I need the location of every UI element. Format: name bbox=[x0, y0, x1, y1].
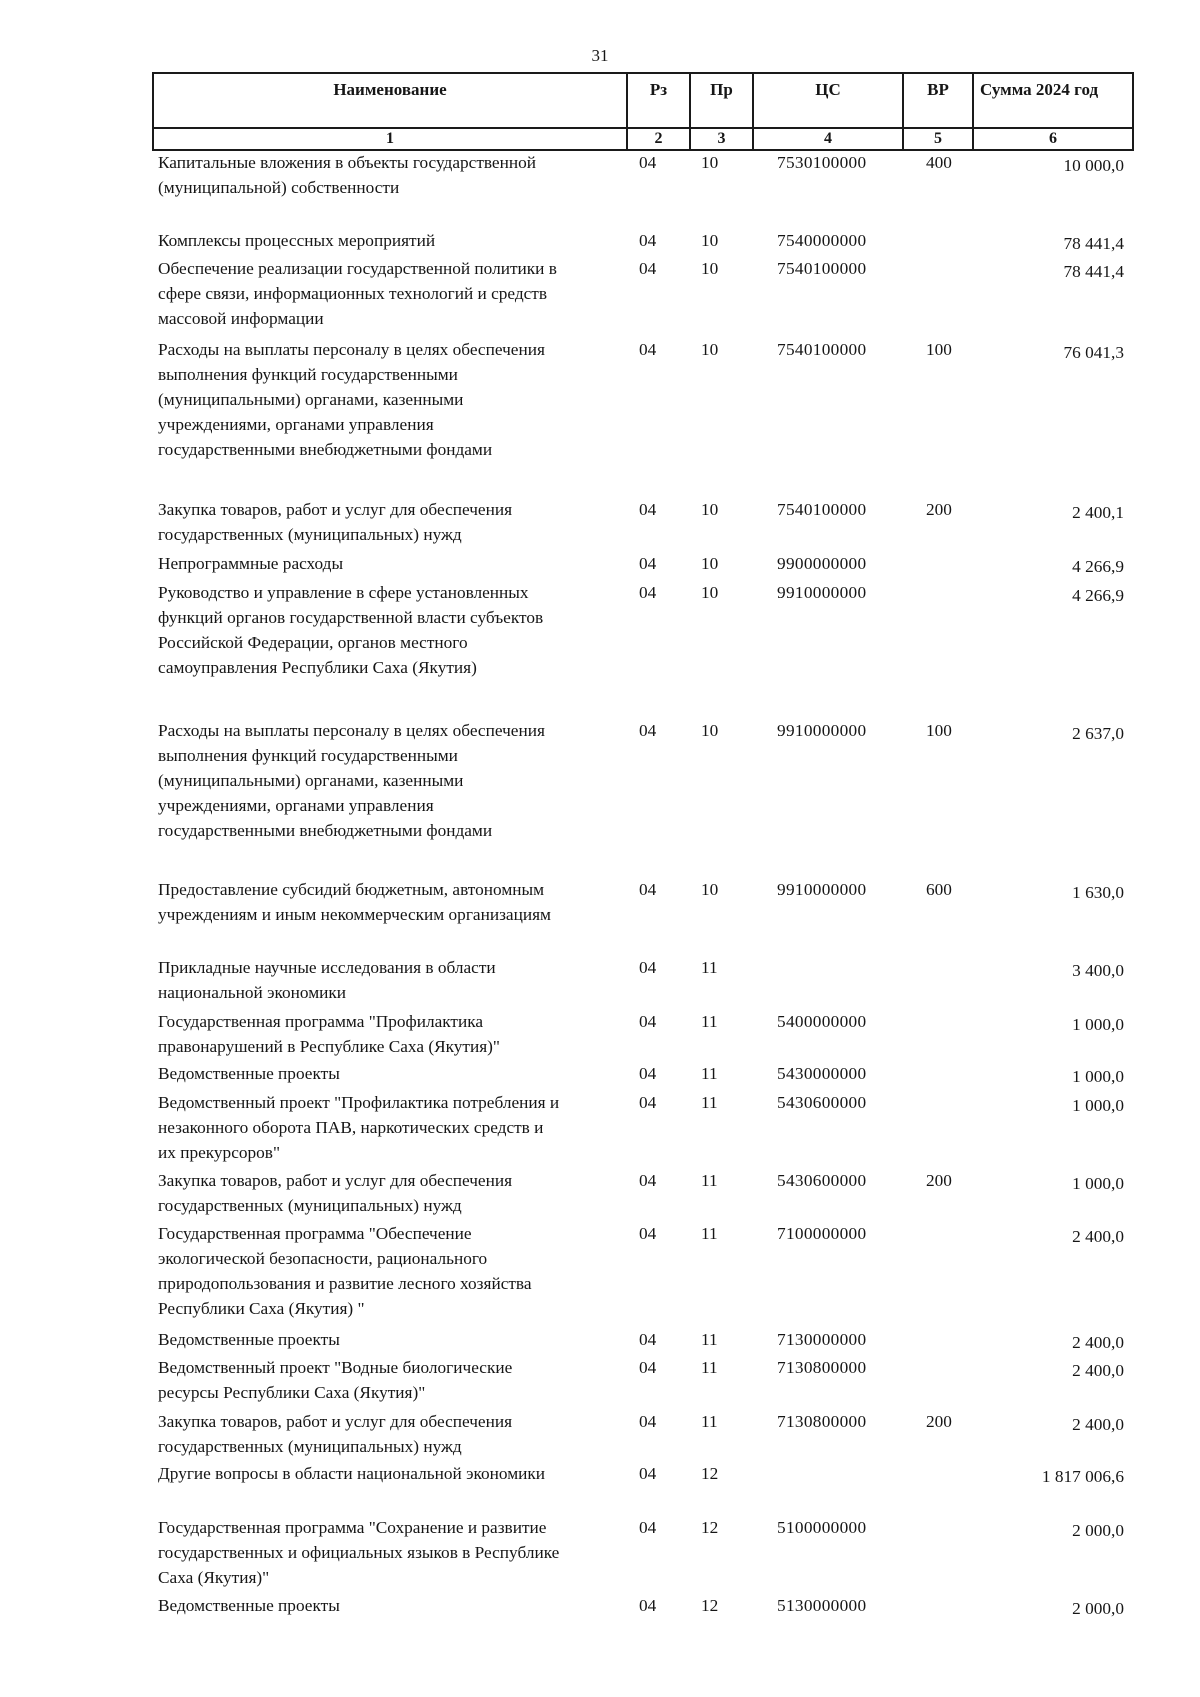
row-name-line: Государственная программа "Сохранение и развитие bbox=[158, 1518, 547, 1537]
row-pr: 10 bbox=[701, 259, 719, 278]
table-row bbox=[152, 1009, 1132, 1056]
row-rz: 04 bbox=[639, 880, 657, 899]
row-vr: 400 bbox=[926, 153, 952, 172]
row-name-line: Закупка товаров, работ и услуг для обеспечения bbox=[158, 1171, 513, 1190]
row-pr: 11 bbox=[701, 1093, 718, 1112]
header-vr: ВР bbox=[903, 73, 973, 128]
row-sum: 1 817 006,6 bbox=[1041, 1467, 1124, 1486]
row-pr: 12 bbox=[701, 1596, 719, 1615]
row-name-line: Ведомственные проекты bbox=[158, 1330, 340, 1349]
row-name-line: их прекурсоров" bbox=[158, 1143, 281, 1162]
row-name bbox=[158, 1221, 610, 1321]
row-pr: 11 bbox=[701, 1064, 718, 1083]
header-rz: Рз bbox=[627, 73, 690, 128]
table-row bbox=[152, 337, 1132, 459]
row-cs: 7100000000 bbox=[777, 1224, 867, 1243]
row-cs: 5430600000 bbox=[777, 1093, 867, 1112]
row-name-line: Государственная программа "Профилактика bbox=[158, 1012, 484, 1031]
row-rz: 04 bbox=[639, 554, 657, 573]
row-name-line: (муниципальными) органами, казенными bbox=[158, 390, 464, 409]
row-pr: 10 bbox=[701, 500, 719, 519]
row-name-line: государственными внебюджетными фондами bbox=[158, 440, 493, 459]
row-name bbox=[158, 1168, 610, 1218]
row-pr: 10 bbox=[701, 880, 719, 899]
row-name bbox=[158, 1061, 610, 1086]
row-pr: 10 bbox=[701, 554, 719, 573]
row-vr: 200 bbox=[926, 1171, 952, 1190]
row-rz: 04 bbox=[639, 153, 657, 172]
row-name-line: Прикладные научные исследования в области bbox=[158, 958, 496, 977]
row-name bbox=[158, 497, 610, 547]
row-name bbox=[158, 1009, 610, 1059]
row-name-line: учреждениям и иным некоммерческим организациям bbox=[158, 905, 551, 924]
row-cs: 7530100000 bbox=[777, 153, 867, 172]
row-name-line: Ведомственный проект "Водные биологические bbox=[158, 1358, 513, 1377]
table-row bbox=[152, 150, 1132, 197]
table-row bbox=[152, 1168, 1132, 1215]
table-row bbox=[152, 1409, 1132, 1456]
row-rz: 04 bbox=[639, 1330, 657, 1349]
row-pr: 11 bbox=[701, 1012, 718, 1031]
row-cs: 7130800000 bbox=[777, 1358, 867, 1377]
row-name-line: выполнения функций государственными bbox=[158, 746, 458, 765]
row-name-line: Руководство и управление в сфере установленных bbox=[158, 583, 529, 602]
row-name bbox=[158, 580, 610, 680]
row-name-line: Закупка товаров, работ и услуг для обеспечения bbox=[158, 500, 513, 519]
row-pr: 11 bbox=[701, 1224, 718, 1243]
row-cs: 5100000000 bbox=[777, 1518, 867, 1537]
row-name-line: Республики Саха (Якутия) " bbox=[158, 1299, 365, 1318]
row-name-line: Комплексы процессных мероприятий bbox=[158, 231, 436, 250]
row-name-line: Расходы на выплаты персоналу в целях обеспечения bbox=[158, 340, 545, 359]
row-name bbox=[158, 1327, 610, 1352]
row-name bbox=[158, 877, 610, 927]
row-name-line: государственными внебюджетными фондами bbox=[158, 821, 493, 840]
row-name bbox=[158, 1355, 610, 1405]
table-row bbox=[152, 1061, 1132, 1086]
col-number-1: 1 bbox=[153, 128, 627, 150]
row-pr: 11 bbox=[701, 1171, 718, 1190]
row-rz: 04 bbox=[639, 1224, 657, 1243]
header-row bbox=[153, 73, 1133, 128]
row-vr: 200 bbox=[926, 1412, 952, 1431]
table-row bbox=[152, 256, 1132, 328]
row-cs: 5430600000 bbox=[777, 1171, 867, 1190]
header-sum: Сумма 2024 год bbox=[973, 73, 1133, 128]
row-vr: 600 bbox=[926, 880, 952, 899]
header-numbers-row bbox=[153, 128, 1133, 150]
row-sum: 2 400,1 bbox=[1072, 503, 1124, 522]
row-name-line: выполнения функций государственными bbox=[158, 365, 458, 384]
row-cs: 7540100000 bbox=[777, 500, 867, 519]
row-sum: 10 000,0 bbox=[1063, 156, 1124, 175]
row-name-line: (муниципальными) органами, казенными bbox=[158, 771, 464, 790]
row-cs: 7540000000 bbox=[777, 231, 867, 250]
row-sum: 4 266,9 bbox=[1072, 557, 1124, 576]
row-pr: 11 bbox=[701, 958, 718, 977]
row-pr: 11 bbox=[701, 1358, 718, 1377]
row-cs: 7540100000 bbox=[777, 259, 867, 278]
row-name-line: незаконного оборота ПАВ, наркотических средств и bbox=[158, 1118, 544, 1137]
row-name-line: Расходы на выплаты персоналу в целях обеспечения bbox=[158, 721, 545, 740]
row-sum: 78 441,4 bbox=[1063, 262, 1124, 281]
row-name-line: природопользования и развитие лесного хозяйства bbox=[158, 1274, 532, 1293]
row-rz: 04 bbox=[639, 259, 657, 278]
row-sum: 1 630,0 bbox=[1072, 883, 1124, 902]
row-name bbox=[158, 1090, 610, 1165]
row-name-line: Непрограммные расходы bbox=[158, 554, 344, 573]
row-pr: 10 bbox=[701, 231, 719, 250]
row-sum: 3 400,0 bbox=[1072, 961, 1124, 980]
col-number-5: 5 bbox=[903, 128, 973, 150]
row-cs: 5430000000 bbox=[777, 1064, 867, 1083]
table-header bbox=[152, 72, 1134, 151]
row-name-line: Ведомственные проекты bbox=[158, 1596, 340, 1615]
row-name-line: Саха (Якутия)" bbox=[158, 1568, 270, 1587]
row-name-line: государственных (муниципальных) нужд bbox=[158, 1437, 462, 1456]
row-sum: 1 000,0 bbox=[1072, 1174, 1124, 1193]
row-name bbox=[158, 1409, 610, 1459]
header-pr: Пр bbox=[690, 73, 753, 128]
row-cs: 9900000000 bbox=[777, 554, 867, 573]
table-row bbox=[152, 580, 1132, 677]
row-name bbox=[158, 955, 610, 1005]
row-sum: 2 400,0 bbox=[1072, 1227, 1124, 1246]
row-name-line: Капитальные вложения в объекты государственной bbox=[158, 153, 536, 172]
table-row bbox=[152, 1461, 1132, 1486]
row-name bbox=[158, 718, 610, 843]
table-row bbox=[152, 228, 1132, 253]
table-row bbox=[152, 1221, 1132, 1318]
row-vr: 100 bbox=[926, 340, 952, 359]
table-row bbox=[152, 1355, 1132, 1402]
row-rz: 04 bbox=[639, 1064, 657, 1083]
row-sum: 1 000,0 bbox=[1072, 1015, 1124, 1034]
row-rz: 04 bbox=[639, 340, 657, 359]
row-rz: 04 bbox=[639, 1596, 657, 1615]
row-sum: 2 400,0 bbox=[1072, 1361, 1124, 1380]
col-number-6: 6 bbox=[973, 128, 1133, 150]
col-number-3: 3 bbox=[690, 128, 753, 150]
row-name-line: Государственная программа "Обеспечение bbox=[158, 1224, 472, 1243]
col-number-2: 2 bbox=[627, 128, 690, 150]
row-sum: 2 400,0 bbox=[1072, 1333, 1124, 1352]
row-name-line: массовой информации bbox=[158, 309, 324, 328]
row-name-line: функций органов государственной власти субъектов bbox=[158, 608, 544, 627]
row-name-line: правонарушений в Республике Саха (Якутия)" bbox=[158, 1037, 500, 1056]
row-sum: 4 266,9 bbox=[1072, 586, 1124, 605]
row-sum: 2 400,0 bbox=[1072, 1415, 1124, 1434]
row-rz: 04 bbox=[639, 1464, 657, 1483]
row-sum: 2 000,0 bbox=[1072, 1599, 1124, 1618]
header-cs: ЦС bbox=[753, 73, 903, 128]
row-vr: 100 bbox=[926, 721, 952, 740]
row-rz: 04 bbox=[639, 583, 657, 602]
row-cs: 7130000000 bbox=[777, 1330, 867, 1349]
row-rz: 04 bbox=[639, 1358, 657, 1377]
row-sum: 78 441,4 bbox=[1063, 234, 1124, 253]
table-row bbox=[152, 955, 1132, 1002]
table-row bbox=[152, 718, 1132, 840]
row-name-line: ресурсы Республики Саха (Якутия)" bbox=[158, 1383, 426, 1402]
row-rz: 04 bbox=[639, 1012, 657, 1031]
row-name-line: Ведомственный проект "Профилактика потребления и bbox=[158, 1093, 560, 1112]
row-cs: 5400000000 bbox=[777, 1012, 867, 1031]
row-name-line: самоуправления Республики Саха (Якутия) bbox=[158, 658, 477, 677]
table-row bbox=[152, 1515, 1132, 1587]
row-cs: 7540100000 bbox=[777, 340, 867, 359]
row-name-line: Закупка товаров, работ и услуг для обеспечения bbox=[158, 1412, 513, 1431]
row-name bbox=[158, 1515, 610, 1590]
row-pr: 12 bbox=[701, 1518, 719, 1537]
row-rz: 04 bbox=[639, 1171, 657, 1190]
row-cs: 5130000000 bbox=[777, 1596, 867, 1615]
row-name bbox=[158, 337, 610, 462]
row-cs: 9910000000 bbox=[777, 583, 867, 602]
row-cs: 9910000000 bbox=[777, 721, 867, 740]
row-pr: 10 bbox=[701, 153, 719, 172]
row-pr: 10 bbox=[701, 721, 719, 740]
row-pr: 10 bbox=[701, 583, 719, 602]
row-name bbox=[158, 1593, 610, 1618]
row-pr: 11 bbox=[701, 1330, 718, 1349]
row-rz: 04 bbox=[639, 1412, 657, 1431]
row-sum: 1 000,0 bbox=[1072, 1067, 1124, 1086]
row-rz: 04 bbox=[639, 1518, 657, 1537]
row-name-line: сфере связи, информационных технологий и средств bbox=[158, 284, 548, 303]
row-rz: 04 bbox=[639, 1093, 657, 1112]
row-rz: 04 bbox=[639, 958, 657, 977]
row-rz: 04 bbox=[639, 500, 657, 519]
row-name-line: Ведомственные проекты bbox=[158, 1064, 340, 1083]
row-name-line: экологической безопасности, рационального bbox=[158, 1249, 488, 1268]
table-row bbox=[152, 1593, 1132, 1618]
table-row bbox=[152, 1327, 1132, 1352]
row-name bbox=[158, 228, 610, 253]
row-name-line: государственных (муниципальных) нужд bbox=[158, 1196, 462, 1215]
row-pr: 10 bbox=[701, 340, 719, 359]
table-row bbox=[152, 877, 1132, 924]
header-name: Наименование bbox=[153, 73, 627, 128]
row-name-line: учреждениями, органами управления bbox=[158, 415, 434, 434]
row-name bbox=[158, 256, 610, 331]
row-sum: 76 041,3 bbox=[1063, 343, 1124, 362]
row-sum: 1 000,0 bbox=[1072, 1096, 1124, 1115]
row-cs: 7130800000 bbox=[777, 1412, 867, 1431]
row-name-line: Другие вопросы в области национальной экономики bbox=[158, 1464, 546, 1483]
row-name-line: государственных и официальных языков в Республике bbox=[158, 1543, 560, 1562]
row-name bbox=[158, 551, 610, 576]
row-name-line: (муниципальной) собственности bbox=[158, 178, 400, 197]
row-sum: 2 000,0 bbox=[1072, 1521, 1124, 1540]
table-row bbox=[152, 497, 1132, 544]
table-row bbox=[152, 1090, 1132, 1162]
row-name-line: Обеспечение реализации государственной политики в bbox=[158, 259, 557, 278]
page-number: 31 bbox=[591, 46, 609, 65]
row-pr: 11 bbox=[701, 1412, 718, 1431]
row-rz: 04 bbox=[639, 721, 657, 740]
row-vr: 200 bbox=[926, 500, 952, 519]
table-row bbox=[152, 551, 1132, 576]
row-name-line: учреждениями, органами управления bbox=[158, 796, 434, 815]
row-pr: 12 bbox=[701, 1464, 719, 1483]
row-name bbox=[158, 1461, 610, 1486]
row-rz: 04 bbox=[639, 231, 657, 250]
row-cs: 9910000000 bbox=[777, 880, 867, 899]
row-sum: 2 637,0 bbox=[1072, 724, 1124, 743]
row-name-line: Предоставление субсидий бюджетным, автономным bbox=[158, 880, 545, 899]
row-name-line: Российской Федерации, органов местного bbox=[158, 633, 468, 652]
row-name bbox=[158, 150, 610, 200]
row-name-line: национальной экономики bbox=[158, 983, 347, 1002]
col-number-4: 4 bbox=[753, 128, 903, 150]
row-name-line: государственных (муниципальных) нужд bbox=[158, 525, 462, 544]
